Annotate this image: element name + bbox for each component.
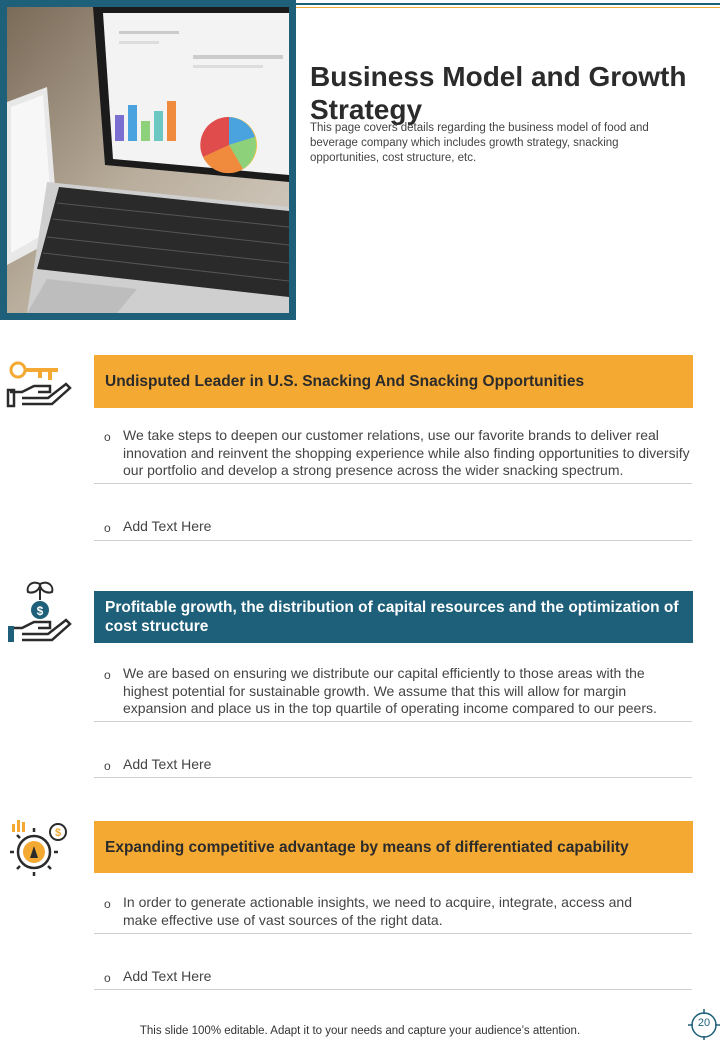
top-rule <box>296 3 720 5</box>
bullet-marker: o <box>104 759 111 773</box>
bullet-marker: o <box>104 668 111 682</box>
money-plant-hand-icon <box>4 578 72 646</box>
bullet-text: Add Text Here <box>123 968 212 984</box>
page-title: Business Model and Growth Strategy <box>310 61 687 125</box>
laptop-with-charts-photo <box>7 7 289 313</box>
page-subtitle: This page covers details regarding the business model of food and beverage company which includes growth strategy, snacking opportunities, cost structure, etc. <box>310 122 649 164</box>
screen-bar <box>154 111 163 141</box>
bullet-text: We are based on ensuring we distribute our capital efficiently to those areas with the highest potential for sustainable growth. We assume that this will allow for margin expansion and place us in the top quartile of operating income compared to our peers. <box>123 665 657 716</box>
bullet-text: Add Text Here <box>123 518 212 534</box>
bullet-text: Add Text Here <box>123 756 212 772</box>
bullet-marker: o <box>104 897 111 911</box>
screen-bar <box>128 105 137 141</box>
section-2-bullet-1 <box>94 665 692 722</box>
page-number: 20 <box>697 1017 711 1029</box>
top-rule-accent <box>296 7 720 8</box>
section-3-bullet-2 <box>94 968 692 990</box>
screen-bar <box>167 101 176 141</box>
svg-text:$: $ <box>54 827 62 839</box>
section-2-bullet-2 <box>94 756 692 778</box>
section-1-bullet-2 <box>94 518 692 541</box>
screen-bar <box>141 121 150 141</box>
screen-bar <box>115 115 124 141</box>
section-1-heading: Undisputed Leader in U.S. Snacking And Snacking Opportunities <box>94 355 693 408</box>
bullet-text: We take steps to deepen our customer relations, use our favorite brands to deliver real innovation and reinvent the shopping experience while also finding opportunities to diversify our portfolio and develop a strong presence across the wider snacking spectrum. <box>123 427 690 478</box>
section-3-bullet-1 <box>94 894 692 934</box>
section-1-bullet-1 <box>94 427 692 484</box>
bullet-marker: o <box>104 971 111 985</box>
key-hand-icon <box>4 352 72 420</box>
footer-note: This slide 100% editable. Adapt it to your needs and capture your audience’s attention. <box>139 1025 581 1037</box>
bullet-marker: o <box>104 430 111 444</box>
svg-text:$: $ <box>36 604 44 618</box>
section-3-heading: Expanding competitive advantage by means of differentiated capability <box>94 821 693 873</box>
bullet-text: In order to generate actionable insights, we need to acquire, integrate, access and make effective use of vast sources of the right data. <box>123 894 632 928</box>
section-2-heading: Profitable growth, the distribution of capital resources and the optimization of cost structure <box>94 591 693 643</box>
bullet-marker: o <box>104 521 111 535</box>
hero-frame <box>0 0 296 320</box>
gear-growth-icon <box>4 816 72 884</box>
